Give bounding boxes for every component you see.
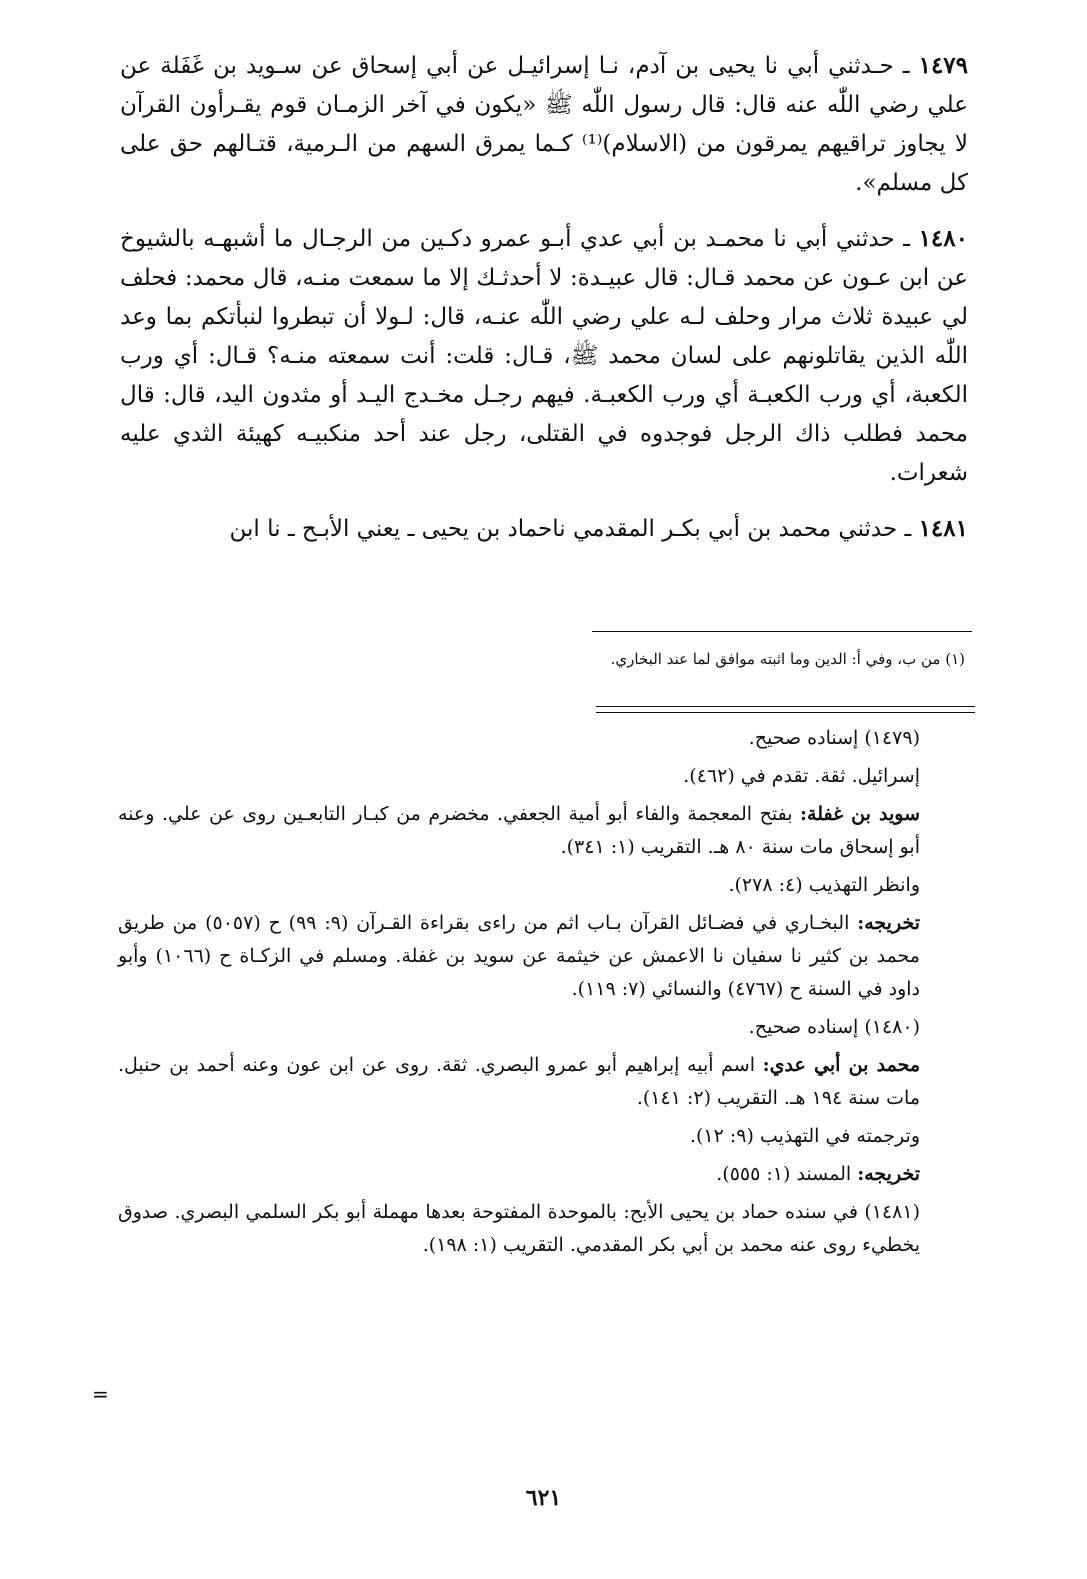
note-term: تخريجه: [857,912,920,934]
note-item [118,722,966,755]
note-item [118,1196,966,1262]
hadith-1480 [120,219,968,493]
note-text: اسم أبيه إبراهيم أبو عمرو البصري. ثقة. روى عن ابن عون وعنه أحمد بن حنبل. مات سنة ١٩٤ هـ. التقريب (٢: ١٤١). [118,1054,920,1109]
hadith-number: ١٤٧٩ [918,52,969,79]
note-text: بفتح المعجمة والفاء أبو أمية الجعفي. مخضرم من كبـار التابعـين روى عن علي. وعنه أبو إسحاق مات سنة ٨٠ هـ. التقريب (١: ٣٤١). [118,803,920,858]
notes-divider [596,706,975,713]
page-number: ٦٢١ [525,1485,562,1511]
hadith-body: ـ حدثني محمد بن أبي بكـر المقدمي ناحماد بن يحيى ـ يعني الأبـح ـ نا ابن [229,516,912,542]
footnote: (١) من ب، وفي أ: الدين وما اثبته موافق لما عند البخاري. [610,650,965,668]
note-text: وترجمته في التهذيب (٩: ١٢). [689,1125,920,1147]
note-text: وانظر التهذيب (٤: ٢٧٨). [728,874,920,896]
note-item [118,798,966,864]
note-text: إسرائيل. ثقة. تقدم في (٤٦٢). [683,765,920,787]
note-text: (١٤٨١) في سنده حماد بن يحيى الأبح: بالموحدة المفتوحة بعدها مهملة أبو بكر السلمي البصري. صدوق يخطيء روى عنه محمد بن أبي بكر المقدمي. التقريب (١: ١٩٨). [118,1201,920,1256]
note-item [118,1011,966,1044]
note-term: تخريجه: [857,1163,920,1185]
note-item [118,760,966,793]
hadith-text [120,46,968,565]
note-item [118,1120,966,1153]
note-item [118,1158,966,1191]
note-term: محمد بن أبي عدي: [762,1054,921,1076]
commentary-notes [118,722,966,1267]
hadith-number: ١٤٨١ [918,515,968,542]
note-text: المسند (١: ٥٥٥). [716,1163,858,1185]
hadith-1481 [120,509,968,549]
margin-mark: = [92,1382,109,1406]
hadith-number: ١٤٨٠ [918,225,968,252]
note-text: البخـاري في فضـائل القرآن بـاب اثم من راءى بقراءة القـرآن (٩: ٩٩) ح (٥٠٥٧) من طريق محمد بن كثير نا سفيان نا الاعمش عن خيثمة عن سويد بن غفلة. ومسلم في الزكـاة ح (١٠٦٦) وأبو داود في السنة ح (٤٧٦٧) والنسائي (٧: ١١٩). [118,912,920,1000]
note-item [118,869,966,902]
hadith-body: ـ حـدثني أبي نا يحيى بن آدم، نـا إسرائيـل عن أبي إسحاق عن سـويد بن غَفَلة عن علي رضي اللّٰه عنه قال: قال رسول اللّٰه ﷺ «يكون في آخر الزمـان قوم يقـرأون القرآن لا يجاوز تراقيهم يمرقون من (الاسلام)⁽¹⁾ كـما يمرق السهم من الـرمية، قتـالهم حق على كل مسلم». [120,53,968,196]
note-item [118,907,966,1006]
note-term: سويد بن غفلة: [800,803,921,825]
hadith-1479 [120,46,968,203]
hadith-body: ـ حدثني أبي نا محمـد بن أبي عدي أبـو عمرو دكـين من الرجـال ما أشبهـه بالشيوخ عن ابن عـون عن محمد قـال: قال عبيـدة: لا أحدثـك إلا ما سمعت منـه، قال محمد: فحلف لي عبيدة ثلاث مرار وحلف لـه علي رضي اللّٰه عنـه، قال: لـولا أن تبطروا لنبأتكم بما وعد اللّٰه الذين يقاتلونهم على لسان محمد ﷺ، قـال: قلت: أنت سمعته منـه؟ قـال: أي ورب الكعبة، أي ورب الكعبـة أي ورب الكعبـة. فيهم رجـل مخـدج اليـد أو مثدون اليد، قال: قال محمد فطلب ذاك الرجل فوجدوه في القتلى، رجل عند أحد منكبيـه كهيئة الثدي عليه شعرات. [120,226,968,486]
note-text: (١٤٨٠) إسناده صحيح. [748,1016,920,1038]
note-item [118,1049,966,1115]
footnote-divider [592,631,972,632]
note-text: (١٤٧٩) إسناده صحيح. [748,727,920,749]
